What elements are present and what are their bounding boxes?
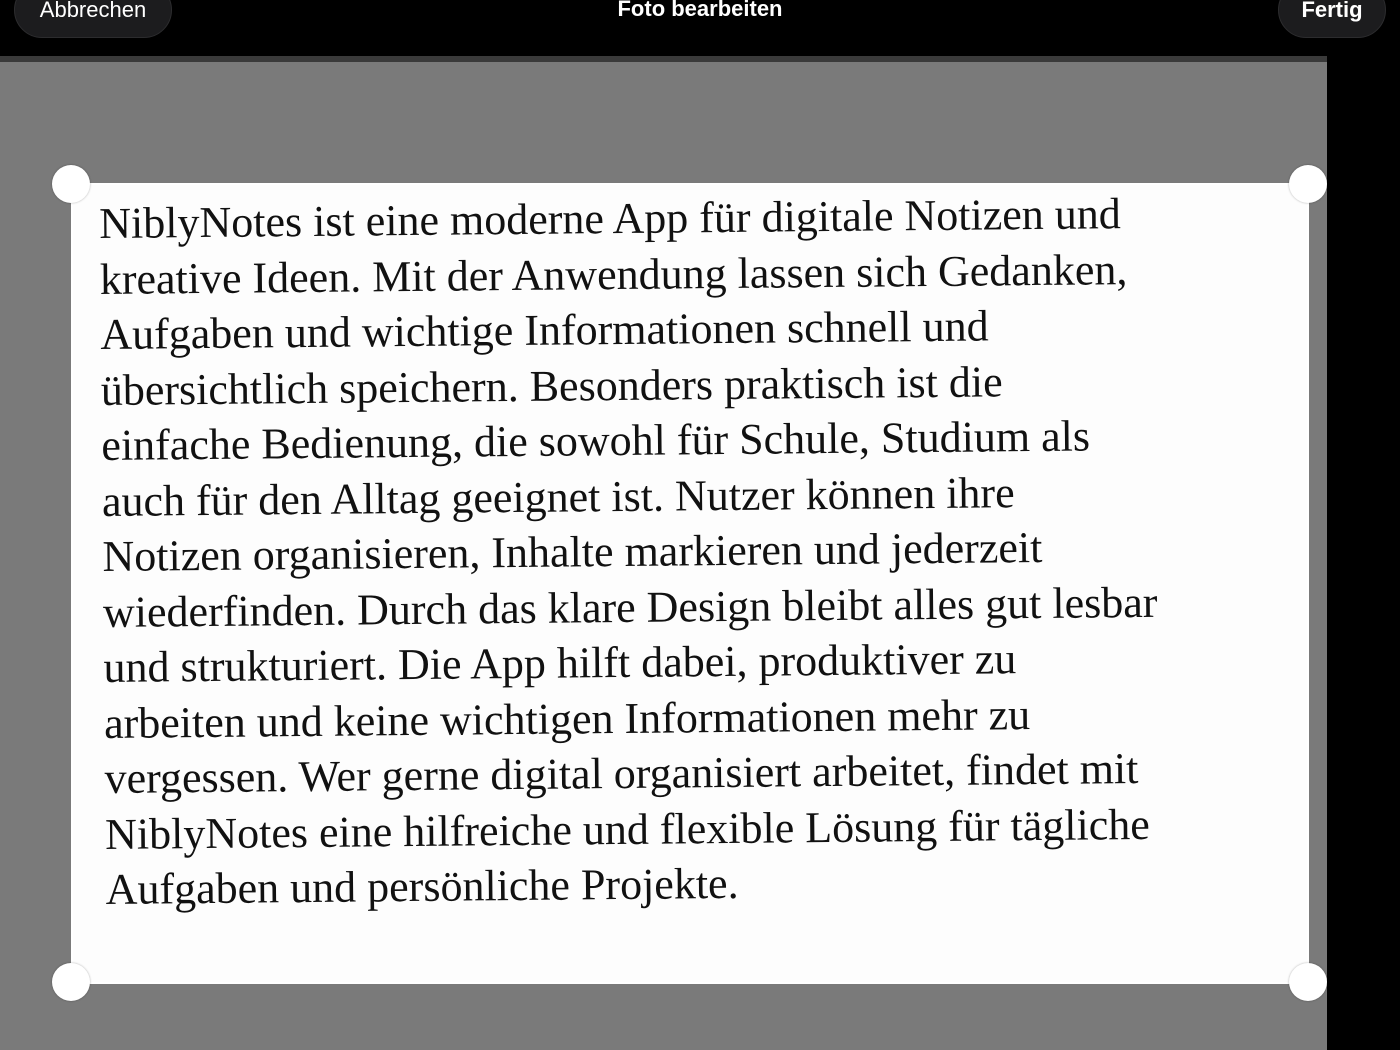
text-line: vergessen. Wer gerne digital organisiert arbeitet, findet mit xyxy=(104,744,1139,803)
crop-handle-bottom-right[interactable] xyxy=(1289,963,1327,1001)
side-margin xyxy=(1327,56,1400,1050)
document-text xyxy=(99,184,1306,917)
text-line: einfache Bedienung, die sowohl für Schule, Studium als xyxy=(101,411,1091,470)
cancel-button[interactable]: Abbrechen xyxy=(14,0,172,38)
text-line: Notizen organisieren, Inhalte markieren und jederzeit xyxy=(102,522,1043,581)
text-line: NiblyNotes ist eine moderne App für digitale Notizen und xyxy=(99,189,1122,248)
text-line: auch für den Alltag geeignet ist. Nutzer können ihre xyxy=(101,467,1015,526)
canvas-edge xyxy=(0,56,1327,62)
done-button[interactable]: Fertig xyxy=(1278,0,1386,38)
text-line: kreative Ideen. Mit der Anwendung lassen sich Gedanken, xyxy=(99,244,1128,304)
text-line: übersichtlich speichern. Besonders praktisch ist die xyxy=(100,356,1003,415)
text-line: arbeiten und keine wichtigen Informationen mehr zu xyxy=(103,689,1031,748)
crop-handle-bottom-left[interactable] xyxy=(52,963,90,1001)
top-toolbar xyxy=(0,0,1400,56)
text-line: Aufgaben und persönliche Projekte. xyxy=(105,858,739,914)
text-line: und strukturiert. Die App hilft dabei, produktiver zu xyxy=(103,634,1017,692)
text-line: wiederfinden. Durch das klare Design bleibt alles gut lesbar xyxy=(102,577,1158,637)
text-line: NiblyNotes eine hilfreiche und flexible Lösung für tägliche xyxy=(104,799,1150,859)
screen-title: Foto bearbeiten xyxy=(617,0,783,21)
crop-handle-top-left[interactable] xyxy=(52,165,90,203)
crop-handle-top-right[interactable] xyxy=(1289,165,1327,203)
text-line: Aufgaben und wichtige Informationen schnell und xyxy=(100,301,989,359)
